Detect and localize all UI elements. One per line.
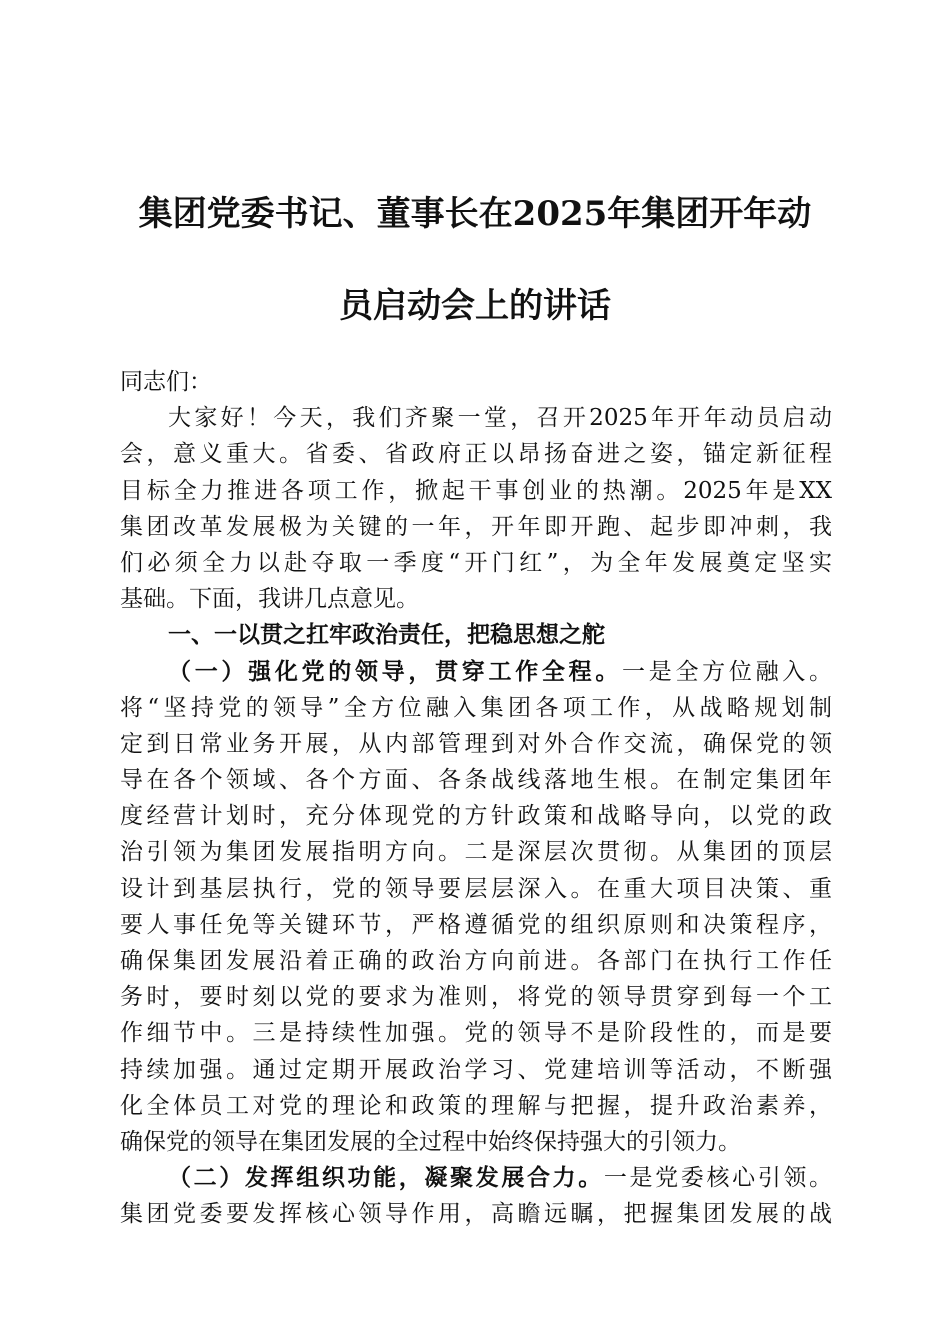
paragraph-line: 化全体员工对党的理论和政策的理解与把握，提升政治素养， (120, 1092, 832, 1119)
paragraph-line: 会，意义重大。省委、省政府正以昂扬奋进之姿，锚定新征程 (120, 441, 832, 468)
paragraph-line: 集团改革发展极为关键的一年，开年即开跑、起步即冲刺，我 (120, 513, 832, 540)
subsection-heading: （一）强化党的领导，贯穿工作全程。 (168, 657, 623, 685)
paragraph-line: 要人事任免等关键环节，严格遵循党的组织原则和决策程序， (120, 911, 832, 938)
paragraph-line: 作细节中。三是持续性加强。党的领导不是阶段性的，而是要 (120, 1020, 832, 1047)
paragraph-text: 一是全方位融入。 (622, 658, 833, 685)
document-body (120, 364, 832, 1233)
paragraph-line: 将“坚持党的领导”全方位融入集团各项工作，从战略规划制 (120, 694, 832, 721)
paragraph-line: 确保集团发展沿着正确的政治方向前进。各部门在执行工作任 (120, 948, 832, 974)
paragraph-line: 确保党的领导在集团发展的全过程中始终保持强大的引领力。 (120, 1128, 741, 1155)
paragraph-line: 们必须全力以赴夺取一季度“开门红”，为全年发展奠定坚实 (120, 549, 832, 576)
salutation: 同志们： (120, 369, 212, 395)
paragraph-line: 务时，要时刻以党的要求为准则，将党的领导贯穿到每一个工 (120, 984, 832, 1011)
document-title (120, 168, 830, 352)
subsection-heading: （二）发挥组织功能，凝聚发展合力。 (168, 1164, 604, 1192)
paragraph-line: 基础。下面，我讲几点意见。 (120, 586, 419, 613)
paragraph-line: 目标全力推进各项工作，掀起干事创业的热潮。2025年是XX (120, 477, 832, 504)
paragraph-text: 一是党委核心引领。 (603, 1165, 833, 1192)
paragraph-line: 度经营计划时，充分体现党的方针政策和战略导向，以党的政 (120, 803, 832, 830)
paragraph-line: 大家好！今天，我们齐聚一堂，召开2025年开年动员启动 (168, 405, 832, 432)
paragraph-line: 定到日常业务开展，从内部管理到对外合作交流，确保党的领 (120, 730, 832, 757)
paragraph-line-with-subheading (120, 1160, 832, 1196)
paragraph-line: 集团党委要发挥核心领导作用，高瞻远瞩，把握集团发展的战 (120, 1201, 832, 1228)
paragraph-line: 持续加强。通过定期开展政治学习、党建培训等活动，不断强 (120, 1056, 832, 1083)
paragraph-line: 治引领为集团发展指明方向。二是深层次贯彻。从集团的顶层 (120, 839, 832, 866)
section-heading: 一、一以贯之扛牢政治责任，把稳思想之舵 (168, 622, 605, 649)
paragraph-line-with-subheading (120, 654, 832, 690)
title-line-2: 员启动会上的讲话 (339, 286, 611, 326)
title-line-1: 集团党委书记、董事长在2025年集团开年动 (138, 194, 812, 234)
paragraph-line: 导在各个领域、各个方面、各条战线落地生根。在制定集团年 (120, 767, 832, 794)
paragraph-line: 设计到基层执行，党的领导要层层深入。在重大项目决策、重 (120, 875, 832, 902)
